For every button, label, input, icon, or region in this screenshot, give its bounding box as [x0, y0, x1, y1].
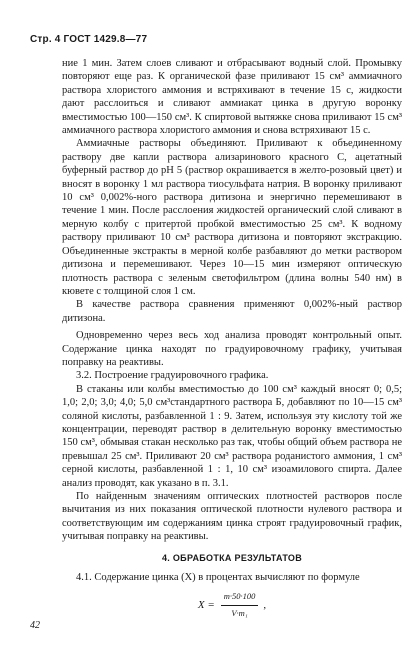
paragraph: 4.1. Содержание цинка (X) в процентах вычисляют по формуле [76, 572, 360, 584]
formula-tail: , [263, 598, 267, 611]
body-text [62, 57, 402, 620]
subsection-title: 3.2. Построение градуировочного графика. [76, 370, 269, 382]
formula-fraction [221, 590, 259, 620]
page-number: 42 [30, 620, 40, 631]
formula-lhs: X = [197, 598, 215, 611]
page-header: Стр. 4 ГОСТ 1429.8—77 [30, 34, 148, 45]
section-heading: 4. ОБРАБОТКА РЕЗУЛЬТАТОВ [161, 552, 303, 563]
paragraph: Одновременно через весь ход анализа проводят контрольный опыт. Содержание цинка находят по градуировочному графику, учитывая поправку на реактивы. [62, 330, 402, 368]
formula-denominator: V·m₁ [231, 607, 248, 618]
formula-numerator: m·50·100 [221, 590, 259, 605]
paragraph: Аммиачные растворы объединяют. Приливают к объединенному раствору две капли раствора ализаринового красного С, ацетатный буферный раствор до рН 5 (раствор окрашивается в желто-розовый цвет) и вносят в воронку 1 мл раствора тиосульфата натрия. В воронку приливают 10 см³ 0,002%-ного раствора дитизона и энергично перемешивают в течение 1 мин. После расслоения жидкостей органический слой сливают в мерную колбу с притертой пробкой вместимостью 25 см³. К водному раствору приливают 10 см³ раствора дитизона и повторяют экстракцию. Объединенные экстракты в мерной колбе разбавляют до метки раствором дитизона и перемешивают. Через 10—15 мин измеряют оптическую плотность раствора с зеленым светофильтром (длина волны 540 нм) в кювете с толщиной слоя 1 см. [62, 138, 402, 297]
paragraph: ние 1 мин. Затем слоев сливают и отбрасывают водный слой. Промывку повторяют еще раз. К органической фазе приливают 15 см³ аммиачного раствора хлористого аммония и встряхивают в течение 15 с, жидкости дают расслоиться и сливают аммиакат цинка в другую воронку вместимостью 100—150 см³. К спиртовой вытяжке снова приливают 15 см³ аммиачного раствора хлористого аммония и снова встряхивают 15 с. [62, 58, 402, 137]
formula [62, 590, 402, 620]
paragraph: В качестве раствора сравнения применяют 0,002%-ный раствор дитизона. [62, 299, 402, 324]
paragraph: По найденным значениям оптических плотностей растворов после вычитания из них показания оптической плотности нулевого раствора и соответствующим им содержаниям цинка строят градуировочный график, учитывая поправку на реактивы. [62, 491, 402, 543]
paragraph: В стаканы или колбы вместимостью до 100 см³ каждый вносят 0; 0,5; 1,0; 2,0; 3,0; 4,0; 5,0 см³стандартного раствора Б, добавляют по 10—15 см³ соляной кислоты, разбавленной 1 : 9. Затем, используя эту кислоту той же концентрации, переводят раствор в делительную воронку вместимостью 150 см³, обмывая стакан несколько раз так, чтобы общий объем раствора не превышал 25 см³. Приливают 20 см³ раствора роданистого аммония, 1 см³ серной кислоты, разбавленной 1 : 1, 10 см³ изоамилового спирта. Далее анализ проводят, как указано в п. 3.1. [62, 383, 402, 489]
